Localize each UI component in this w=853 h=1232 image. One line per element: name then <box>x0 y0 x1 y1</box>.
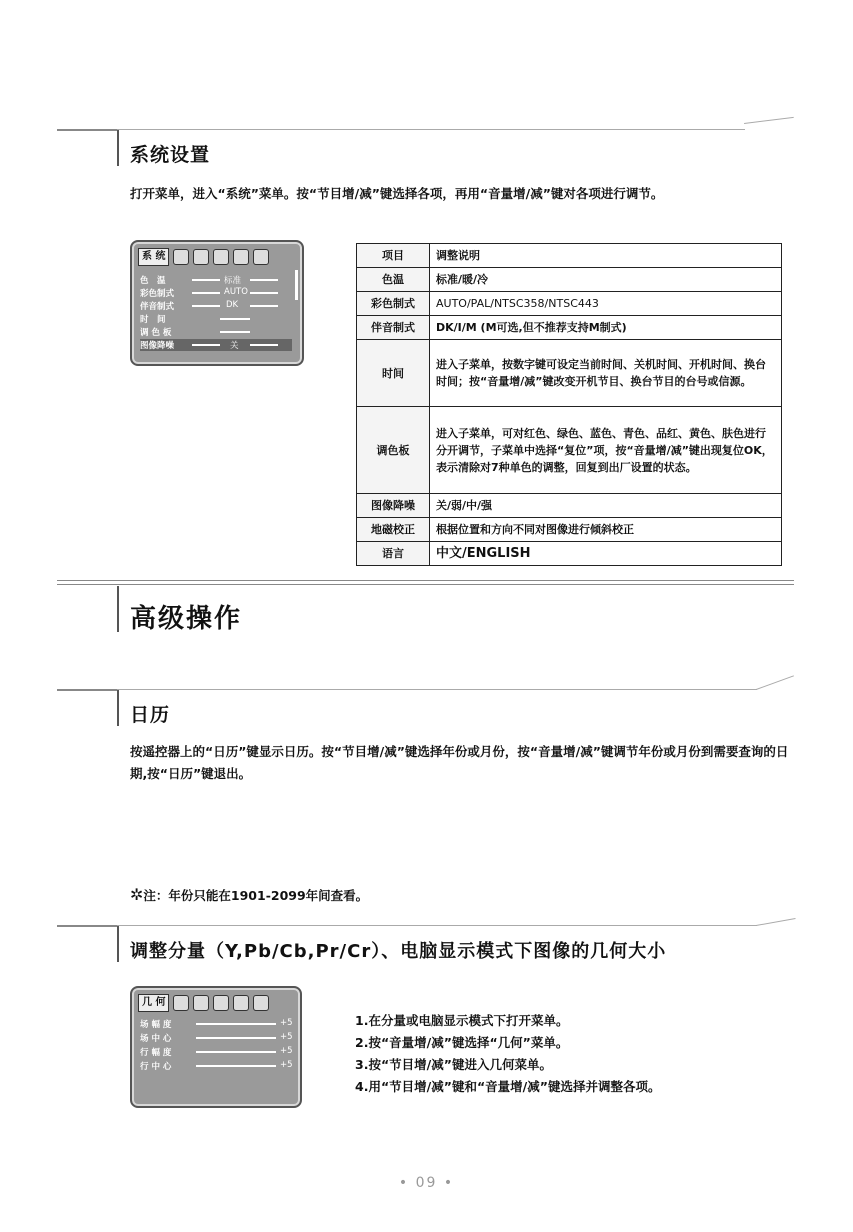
section-vbar <box>117 690 119 726</box>
table-cell: AUTO/PAL/NTSC358/NTSC443 <box>430 292 782 316</box>
table-row <box>357 494 782 518</box>
section-rule-tail <box>756 918 796 926</box>
table-cell: 调色板 <box>357 407 430 494</box>
table-cell: 地磁校正 <box>357 518 430 542</box>
osd-tabs <box>138 248 296 266</box>
table-row <box>357 268 782 292</box>
section-vbar <box>117 926 119 962</box>
table-cell: DK/I/M (M可选,但不推荐支持M制式) <box>430 316 782 340</box>
osd-row: 场 中 心 +5 <box>140 1032 293 1044</box>
table-row <box>357 542 782 566</box>
table-row <box>357 316 782 340</box>
table-cell: 色温 <box>357 268 430 292</box>
table-cell: 进入子菜单，可对红色、绿色、蓝色、青色、品红、黄色、肤色进行分开调节，子菜单中选择“复位”项，按“音量增/减”键出现复位OK，表示清除对7种单色的调整，回复到出厂设置的状态。 <box>430 407 782 494</box>
geometry-steps <box>355 1010 660 1098</box>
section-intro: 打开菜单，进入“系统”菜单。按“节目增/减”键选择各项，再用“音量增/减”键对各项进行调节。 <box>130 186 664 201</box>
table-row <box>357 292 782 316</box>
section-vbar <box>117 130 119 166</box>
section-title: 系统设置 <box>130 144 211 166</box>
step-item: 2.按“音量增/减”键选择“几何”菜单。 <box>355 1035 569 1050</box>
section-title: 日历 <box>130 704 171 726</box>
table-row <box>357 340 782 407</box>
section-rule-left <box>57 689 117 691</box>
osd-scrollbar <box>295 270 298 300</box>
table-cell: 中文/ENGLISH <box>430 542 782 566</box>
table-cell: 图像降噪 <box>357 494 430 518</box>
osd-row: 行 幅 度 +5 <box>140 1046 293 1058</box>
step-item: 3.按“节目增/减”键进入几何菜单。 <box>355 1057 552 1072</box>
section-rule-left <box>57 925 117 927</box>
section-rule-tail <box>744 117 794 124</box>
function-icon <box>213 249 229 265</box>
section-rule-left <box>57 129 117 131</box>
section-rule <box>117 925 757 926</box>
table-cell: 语言 <box>357 542 430 566</box>
picture-icon <box>173 995 189 1011</box>
system-icon <box>233 995 249 1011</box>
osd-row: 场 幅 度 +5 <box>140 1018 293 1030</box>
table-cell: 进入子菜单，按数字键可设定当前时间、关机时间、开机时间、换台时间；按“音量增/减”键改变开机节目、换台节目的台号或信源。 <box>430 340 782 407</box>
step-item: 1.在分量或电脑显示模式下打开菜单。 <box>355 1013 569 1028</box>
osd-system-menu <box>130 240 304 366</box>
table-row <box>357 407 782 494</box>
table-cell: 调整说明 <box>430 244 782 268</box>
tools-icon <box>253 995 269 1011</box>
section-title: 调整分量（Y,Pb/Cb,Pr/Cr）、电脑显示模式下图像的几何大小 <box>130 941 667 962</box>
calendar-text: 按遥控器上的“日历”键显示日历。按“节目增/减”键选择年份或月份，按“音量增/减”键调节年份或月份到需要查询的日期,按“日历”键退出。 <box>130 744 789 781</box>
settings-table <box>356 243 782 566</box>
table-header-row <box>357 244 782 268</box>
osd-row: 色 温 标准 <box>140 274 292 286</box>
table-cell: 伴音制式 <box>357 316 430 340</box>
sun-icon: ✲ <box>130 885 144 904</box>
osd-tabs <box>138 994 294 1012</box>
osd-row: 彩色制式 AUTO <box>140 287 292 299</box>
table-cell: 项目 <box>357 244 430 268</box>
table-cell: 根据位置和方向不同对图像进行倾斜校正 <box>430 518 782 542</box>
osd-row: 图像降噪 关 <box>140 339 292 351</box>
section-rule-double <box>57 584 794 585</box>
osd-tab-active: 几 何 <box>138 994 169 1012</box>
osd-row: 行 中 心 +5 <box>140 1060 293 1072</box>
step-item: 4.用“节目增/减”键和“音量增/减”键选择并调整各项。 <box>355 1079 661 1094</box>
section-rule <box>117 129 745 130</box>
section-title: 高级操作 <box>130 604 243 634</box>
section-vbar <box>117 586 119 632</box>
osd-geometry-menu <box>130 986 302 1108</box>
note <box>130 885 368 904</box>
section-rule-tail <box>756 675 794 690</box>
section-rule-double <box>57 580 794 581</box>
section-rule <box>117 689 757 690</box>
table-cell: 标准/暖/冷 <box>430 268 782 292</box>
sound-icon <box>193 995 209 1011</box>
osd-row: 时 间 <box>140 313 292 325</box>
table-cell: 关/弱/中/强 <box>430 494 782 518</box>
function-icon <box>213 995 229 1011</box>
geometry-icon <box>233 249 249 265</box>
note-text: 注：年份只能在1901-2099年间查看。 <box>143 888 369 903</box>
osd-row: 调 色 板 <box>140 326 292 338</box>
table-cell: 彩色制式 <box>357 292 430 316</box>
osd-row: 伴音制式 DK <box>140 300 292 312</box>
table-cell: 时间 <box>357 340 430 407</box>
sound-icon <box>193 249 209 265</box>
picture-icon <box>173 249 189 265</box>
page-number: • 09 • <box>398 1175 455 1191</box>
tools-icon <box>253 249 269 265</box>
table-row <box>357 518 782 542</box>
osd-tab-active: 系 统 <box>138 248 169 266</box>
